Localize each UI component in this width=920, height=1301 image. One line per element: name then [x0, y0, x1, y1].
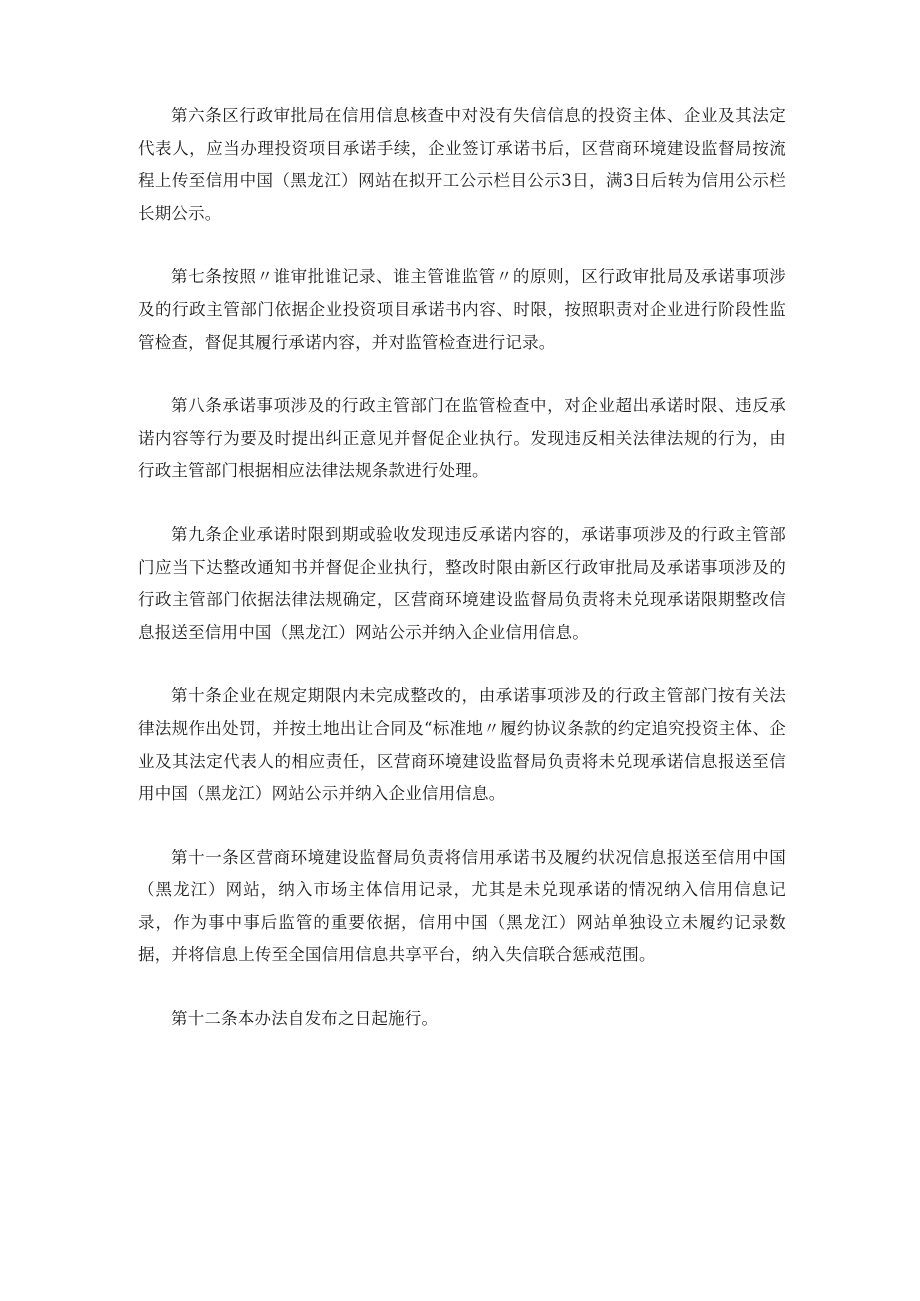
article-8: 第八条承诺事项涉及的行政主管部门在监管检查中，对企业超出承诺时限、违反承诺内容等行为要及时提出纠正意见并督促企业执行。发现违反相关法律法规的行为，由行政主管部门根据相应法律法规条款进行处理。 — [138, 396, 786, 481]
article-6: 第六条区行政审批局在信用信息核查中对没有失信信息的投资主体、企业及其法定代表人，应当办理投资项目承诺手续，企业签订承诺书后，区营商环境建设监督局按流程上传至信用中国（黑龙江）网站在拟开工公示栏目公示3日，满3日后转为信用公示栏长期公示。 — [138, 106, 786, 223]
article-10: 第十条企业在规定期限内未完成整改的，由承诺事项涉及的行政主管部门按有关法律法规作出处罚，并按土地出让合同及“标准地〃履约协议条款的约定追究投资主体、企业及其法定代表人的相应责任，区营商环境建设监督局负责将未兑现承诺信息报送至信用中国（黑龙江）网站公示并纳入企业信用信息。 — [138, 686, 786, 804]
article-7: 第七条按照〃谁审批谁记录、谁主管谁监管〃的原则，区行政审批局及承诺事项涉及的行政主管部门依据企业投资项目承诺书内容、时限，按照职责对企业进行阶段性监管检查，督促其履行承诺内容，并对监管检查进行记录。 — [138, 267, 786, 352]
article-11: 第十一条区营商环境建设监督局负责将信用承诺书及履约状况信息报送至信用中国（黑龙江）网站，纳入市场主体信用记录，尤其是未兑现承诺的情况纳入信用信息记录，作为事中事后监管的重要依据，信用中国（黑龙江）网站单独设立未履约记录数据，并将信息上传至全国信用信息共享平台，纳入失信联合惩戒范围。 — [138, 847, 786, 965]
article-12: 第十二条本办法自发布之日起施行。 — [171, 1009, 439, 1029]
document-page — [138, 100, 786, 1067]
article-9: 第九条企业承诺时限到期或验收发现违反承诺内容的，承诺事项涉及的行政主管部门应当下达整改通知书并督促企业执行，整改时限由新区行政审批局及承诺事项涉及的行政主管部门依据法律法规确定，区营商环境建设监督局负责将未兑现承诺限期整改信息报送至信用中国（黑龙江）网站公示并纳入企业信用信息。 — [138, 524, 786, 642]
